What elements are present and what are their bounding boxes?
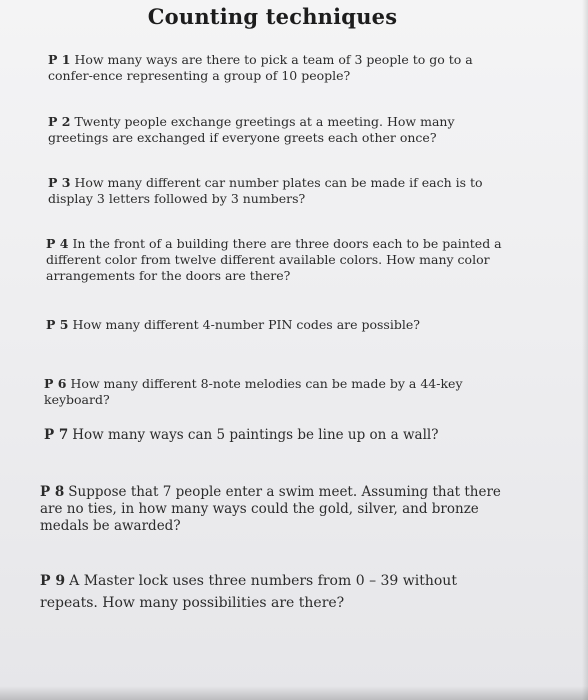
problem-2 [48, 114, 500, 146]
problem-4 [46, 236, 504, 284]
problem-text: A Master lock uses three numbers from 0 – 39 without repeats. How many possibilities are there? [40, 573, 457, 611]
problem-3 [48, 175, 498, 207]
problem-text: How many ways can 5 paintings be line up on a wall? [72, 427, 439, 443]
problem-1 [48, 52, 494, 84]
problem-number: P 6 [44, 376, 67, 391]
problem-text: Twenty people exchange greetings at a meeting. How many greetings are exchanged if everyone greets each other once? [48, 114, 455, 145]
page-title: Counting techniques [147, 4, 398, 29]
problem-8 [40, 484, 518, 535]
page-edge-shadow [582, 0, 588, 700]
problem-number: P 9 [40, 573, 66, 589]
problem-number: P 4 [46, 236, 69, 251]
problem-text: How many different car number plates can be made if each is to display 3 letters followed by 3 numbers? [48, 175, 483, 206]
problem-5 [46, 317, 506, 333]
problem-number: P 5 [46, 317, 69, 332]
problem-text: How many different 4-number PIN codes are possible? [72, 317, 420, 332]
problem-number: P 1 [48, 52, 71, 67]
problem-7 [44, 427, 514, 444]
problem-text: How many ways are there to pick a team of 3 people to go to a confer-ence representing a group of 10 people? [48, 52, 473, 83]
problem-text: How many different 8-note melodies can be made by a 44-key keyboard? [44, 376, 463, 407]
problem-number: P 7 [44, 427, 69, 443]
problem-number: P 3 [48, 175, 71, 190]
problem-6 [44, 376, 514, 408]
page-bottom-shadow [0, 686, 588, 700]
problem-number: P 2 [48, 114, 71, 129]
problem-9 [40, 570, 518, 614]
problem-number: P 8 [40, 484, 65, 500]
problem-text: Suppose that 7 people enter a swim meet. Assuming that there are no ties, in how many ways could the gold, silver, and bronze medals be awarded? [40, 484, 501, 534]
problem-text: In the front of a building there are three doors each to be painted a different color from twelve different available colors. How many color arrangements for the doors are there? [46, 236, 502, 283]
